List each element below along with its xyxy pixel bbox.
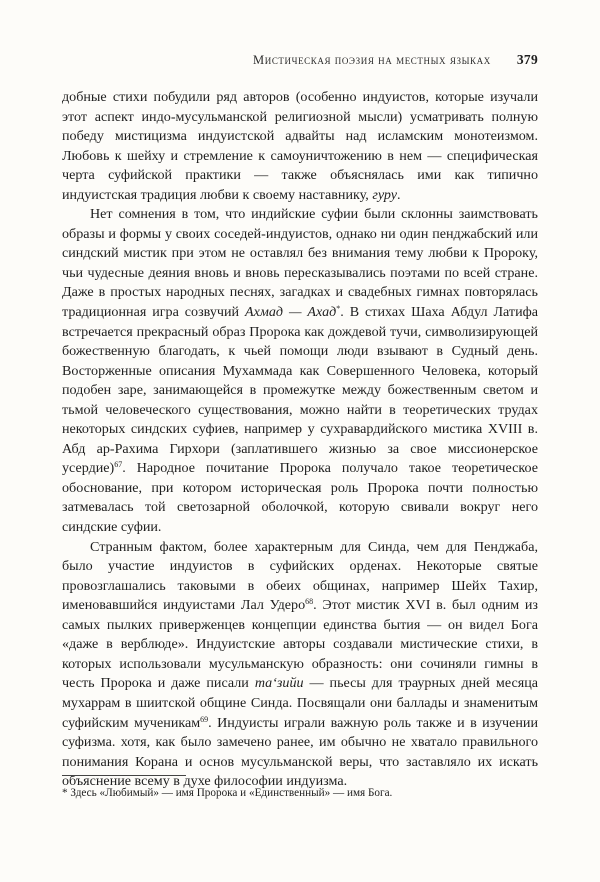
main-text — [62, 88, 538, 792]
text-run: . Народное почитание Пророка получало такое теоретическое обоснование, при котором историческая роль Пророка почти полностью затмевалась той светозарной оболочкой, которую свивали вокруг него синдские суфии. — [62, 460, 538, 536]
italic-term: гуру — [372, 186, 398, 203]
paragraph-2 — [62, 205, 538, 537]
running-title: Мистическая поэзия на местных языках — [253, 53, 491, 67]
footnote — [62, 786, 538, 801]
footnote-marker: * — [62, 787, 68, 799]
text-run: . В стихах Шаха Абдул Латифа встречается прекрасный образ Пророка как дождевой тучи, символизирующей божественную благодать, к чьей помощи люди взывают в Судный день. Восторженные описания Мухаммада как Совершенного Человека, который подобен заре, занимающейся в промежутке между божественным светом и тьмой человеческого существования, можно найти в теоретических трудах некоторых синдских суфиев, например у сухравардийского мистика XVIII в. Абд ар-Рахима Гирхори (заплатившего жизнью за свое миссионерское усердие) — [62, 304, 538, 477]
italic-term: Ахмад — Ахад — [244, 304, 337, 321]
paragraph-1 — [62, 88, 538, 205]
endnote-ref[interactable]: 67 — [114, 460, 123, 470]
endnote-ref[interactable]: 68 — [305, 597, 314, 607]
endnote-ref[interactable]: 69 — [200, 714, 209, 724]
paragraph-3 — [62, 538, 538, 792]
footnote-marker[interactable]: * — [336, 304, 341, 314]
text-run: . Индуисты играли важную роль также и в изучении суфизма. хотя, как было замечено ранее, им обычно не хватало правильного понимания Корана и основ мусульманской веры, что заставляло их искать объяснение всему в духе философии индуизма. — [62, 714, 538, 790]
footnote-text: Здесь «Любимый» — имя Пророка и «Единственный» — имя Бога. — [67, 787, 393, 799]
text-run: — пьесы для траурных дней месяца мухаррам в шиитской общине Синда. Посвящали они баллады и знаменитым суфийским мученикам — [62, 675, 538, 731]
text-run: . — [397, 186, 401, 203]
footnote-divider — [62, 775, 186, 776]
text-run: . Этот мистик XVI в. был одним из самых пылких приверженцев концепции единства бытия — он видел Бога «даже в верблюде». Индуистские авторы создавали мистические стихи, в которых использовали мусульманскую образность: они сочиняли гимны в честь Пророка и даже писали — [62, 597, 538, 692]
text-run: Нет сомнения в том, что индийские суфии были склонны заимствовать образы и формы у своих соседей-индуистов, однако ни один пенджабский или синдский мистик при этом не оставлял без внимания тему любви к Пророку, чьи чудесные деяния вновь и вновь пересказывались поэтами по всей стране. Даже в простых народных песнях, загадках и свадебных гимнах повторялась традиционная игра созвучий — [62, 206, 538, 321]
page-number: 379 — [516, 52, 538, 67]
text-run: добные стихи побудили ряд авторов (особенно индуистов, которые изучали этот аспект индо-мусульманской религиозной мысли) усматривать полную победу мистицизма индуистской адвайты над исламским монотеизмом. Любовь к шейху и стремление к самоуничтожению в нем — специфическая черта суфийской практики — также объяснялась ими как типично индуистская традиция любви к своему наставнику, — [62, 89, 538, 203]
running-header — [62, 52, 538, 68]
italic-term: та‘зийи — [254, 675, 304, 692]
text-run: Странным фактом, более характерным для Синда, чем для Пенджаба, было участие индуистов в суфийских орденах. Некоторые святые провозглашались таковыми в обеих общинах, например Шейх Тахир, именовавшийся индуистами Лал Удеро — [62, 538, 538, 614]
